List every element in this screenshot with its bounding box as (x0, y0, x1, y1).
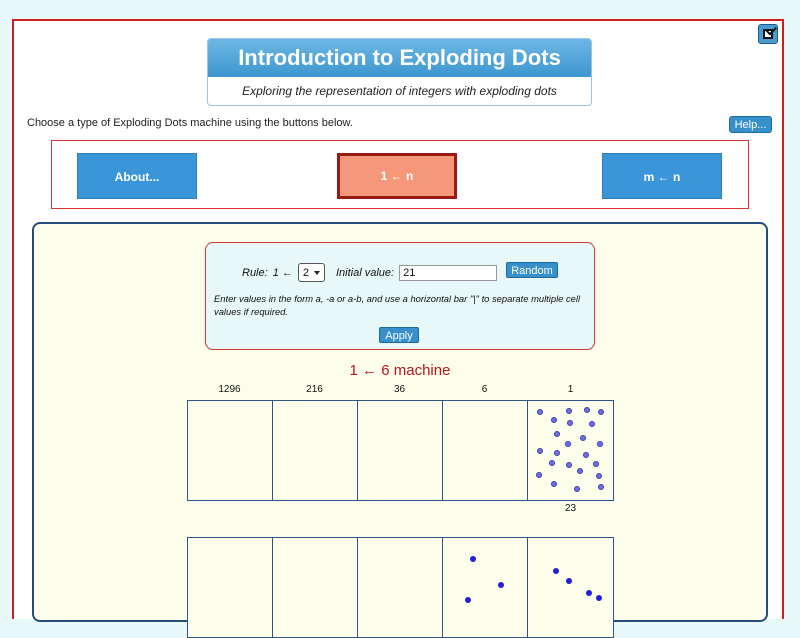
dot (498, 582, 504, 588)
dot (584, 407, 590, 413)
apply-button[interactable]: Apply (379, 327, 419, 343)
checkmark-icon (763, 29, 773, 39)
dot (583, 452, 589, 458)
rule-line (242, 263, 497, 282)
dot (596, 595, 602, 601)
dot (586, 590, 592, 596)
place-value-1: 1 (567, 384, 574, 395)
machine-cell[interactable] (188, 401, 273, 500)
machine-row-2 (187, 537, 614, 638)
machine-cell[interactable] (188, 538, 273, 637)
rule-label: Rule: (242, 266, 268, 279)
machine-cell[interactable] (273, 401, 358, 500)
machine-title: 1 ← 6 machine (349, 362, 451, 379)
dot (566, 408, 572, 414)
dot (598, 409, 604, 415)
dot (598, 484, 604, 490)
machine-cell-ones[interactable] (528, 538, 613, 637)
dot (566, 578, 572, 584)
checkbox-icon[interactable] (758, 24, 778, 44)
dot (536, 472, 542, 478)
page-title: Introduction to Exploding Dots (208, 39, 591, 77)
dot (593, 461, 599, 467)
place-value-36: 36 (393, 384, 406, 395)
place-value-6: 6 (481, 384, 488, 395)
machine-cell[interactable] (443, 401, 528, 500)
dot (567, 420, 573, 426)
machine-cell[interactable] (358, 401, 443, 500)
dot (596, 473, 602, 479)
dot (574, 486, 580, 492)
dot (580, 435, 586, 441)
dot (565, 441, 571, 447)
machine-cell[interactable] (443, 538, 528, 637)
dot (537, 448, 543, 454)
place-value-216: 216 (306, 384, 323, 395)
help-button[interactable]: Help... (729, 116, 772, 133)
dot (589, 421, 595, 427)
dot (553, 568, 559, 574)
place-value-1296: 1296 (218, 384, 241, 395)
machine-row-1 (187, 400, 614, 501)
initial-value-label: Initial value: (336, 266, 395, 279)
dot (577, 468, 583, 474)
rule-settings (205, 242, 595, 350)
machine-cell[interactable] (273, 538, 358, 637)
intro-text: Choose a type of Exploding Dots machine using the buttons below. (27, 117, 353, 129)
machine-cell-ones[interactable] (528, 401, 613, 500)
one-from-n-button[interactable]: 1 ← n (337, 153, 457, 199)
instructions-text: Enter values in the form a, -a or a-b, and use a horizontal bar "|" to separate multiple cell values if required. (214, 293, 581, 317)
machine-cell[interactable] (358, 538, 443, 637)
cell-count-ones: 23 (564, 503, 577, 514)
rule-select-value: 2 (302, 266, 309, 279)
dot (549, 460, 555, 466)
about-button[interactable]: About... (77, 153, 197, 199)
dot (554, 431, 560, 437)
dot (465, 597, 471, 603)
rule-select[interactable] (298, 263, 325, 282)
dot (537, 409, 543, 415)
dot (554, 450, 560, 456)
page-subtitle: Exploring the representation of integers with exploding dots (242, 84, 557, 98)
dot (470, 556, 476, 562)
dot (566, 462, 572, 468)
dot (551, 417, 557, 423)
dot (597, 441, 603, 447)
title-box (207, 38, 592, 106)
initial-value-input[interactable]: 21 (399, 265, 497, 281)
dot (551, 481, 557, 487)
random-button[interactable]: Random (506, 262, 558, 278)
m-from-n-button[interactable]: m ← n (602, 153, 722, 199)
machine-type-selector (51, 140, 749, 209)
rule-prefix: 1 ← (272, 266, 293, 279)
chevron-down-icon (314, 271, 320, 275)
